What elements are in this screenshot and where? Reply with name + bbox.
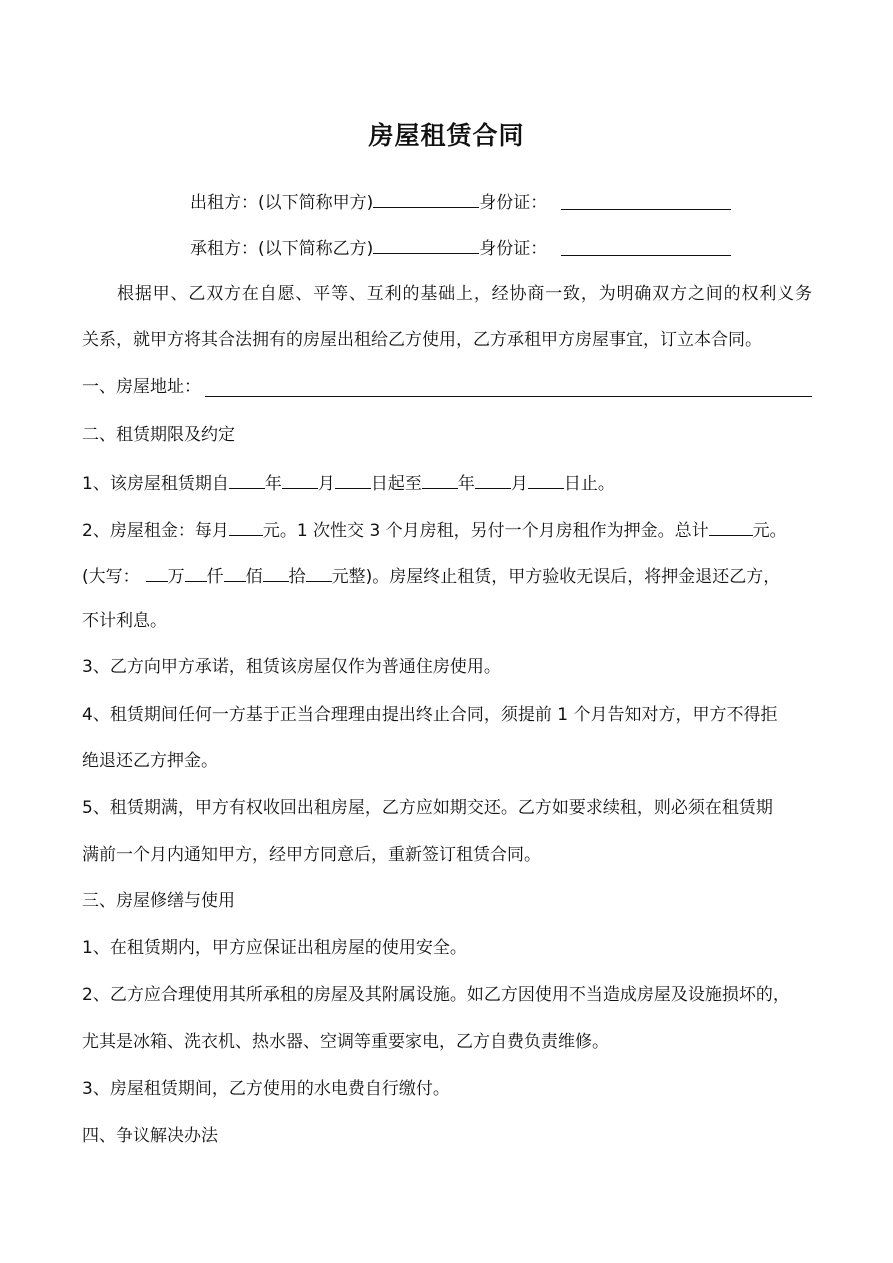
intro-text-1: 根据甲、乙双方在自愿、平等、互利的基础上，经协商一致，为明确双方之间的权利义务 [117, 284, 812, 304]
start-month-label: 月 [317, 474, 335, 494]
end-year-blank[interactable] [422, 470, 458, 489]
clause-3-2-line-1: 2、乙方应合理使用其所承租的房屋及其附属设施。如乙方因使用不当造成房屋及设施损坏的， [82, 985, 790, 1005]
start-day-blank[interactable] [335, 470, 371, 489]
start-day-label: 日起至 [370, 474, 422, 494]
end-day-blank[interactable] [528, 470, 564, 489]
clause-3-2-line-2: 尤其是冰箱、洗衣机、热水器、空调等重要家电，乙方自费负责维修。 [82, 1032, 609, 1052]
clause-3-3: 3、房屋租赁期间，乙方使用的水电费自行缴付。 [82, 1079, 450, 1099]
rent-line-1 [82, 517, 787, 542]
clause-3-1: 1、在租赁期内，甲方应保证出租房屋的使用安全。 [82, 938, 467, 958]
rent-line-2 [82, 563, 780, 588]
start-year-label: 年 [264, 474, 282, 494]
start-year-blank[interactable] [229, 470, 265, 489]
shi-label: 拾 [288, 567, 306, 587]
lessor-id-blank[interactable] [561, 209, 731, 210]
bai-label: 佰 [245, 567, 263, 587]
clause-2-4-line-1: 4、租赁期间任何一方基于正当合理理由提出终止合同，须提前 1 个月告知对方，甲方不得拒 [82, 705, 778, 725]
lessee-line [190, 235, 547, 260]
clause-2-4-line-2: 绝退还乙方押金。 [82, 751, 218, 771]
qian-blank[interactable] [185, 563, 207, 582]
caps-prefix: (大写： [82, 567, 140, 587]
intro-text-2: 关系，就甲方将其合法拥有的房屋出租给乙方使用，乙方承租甲方房屋事宜，订立本合同。 [82, 330, 762, 350]
rent-end: 元。 [752, 521, 787, 541]
end-year-label: 年 [457, 474, 475, 494]
end-month-label: 月 [510, 474, 528, 494]
wan-label: 万 [167, 567, 185, 587]
clause-2-3: 3、乙方向甲方承诺，租赁该房屋仅作为普通住房使用。 [82, 657, 501, 677]
address-blank[interactable] [205, 396, 812, 397]
lessee-label: 承租方：(以下简称乙方) [190, 239, 374, 259]
end-month-blank[interactable] [475, 470, 511, 489]
section2-heading: 二、租赁期限及约定 [82, 425, 235, 445]
rent-line-3: 不计利息。 [82, 611, 167, 631]
rent-prefix: 2、房屋租金：每月 [82, 521, 229, 541]
document-title: 房屋租赁合同 [368, 121, 525, 150]
clause-2-5-line-1: 5、租赁期满，甲方有权收回出租房屋，乙方应如期交还。乙方如要求续租，则必须在租赁期 [82, 798, 773, 818]
lessee-id-label: 身份证： [479, 239, 548, 259]
wan-blank[interactable] [146, 563, 168, 582]
rent-mid: 元。1 次性交 3 个月房租，另付一个月房租作为押金。总计 [262, 521, 709, 541]
lessor-name-blank[interactable] [373, 189, 479, 208]
clause-2-5-line-2: 满前一个月内通知甲方，经甲方同意后，重新签订租赁合同。 [82, 845, 541, 865]
section3-heading: 三、房屋修缮与使用 [82, 891, 235, 911]
lessee-id-blank[interactable] [561, 255, 731, 256]
lessor-label: 出租方：(以下简称甲方) [190, 193, 374, 213]
lessor-id-label: 身份证： [479, 193, 548, 213]
section1-heading: 一、房屋地址： [82, 377, 201, 397]
shi-blank[interactable] [263, 563, 289, 582]
lease-term-prefix: 1、该房屋租赁期自 [82, 474, 229, 494]
intro-line-2 [82, 329, 812, 351]
yuan-blank[interactable] [306, 563, 332, 582]
lessor-line [190, 189, 547, 214]
monthly-rent-blank[interactable] [229, 517, 263, 536]
bai-blank[interactable] [224, 563, 246, 582]
caps-end: 元整)。房屋终止租赁，甲方验收无误后，将押金退还乙方， [331, 567, 781, 587]
start-month-blank[interactable] [282, 470, 318, 489]
total-blank[interactable] [709, 517, 753, 536]
end-day-label: 日止。 [563, 474, 615, 494]
intro-line-1 [117, 283, 812, 305]
lessee-name-blank[interactable] [373, 235, 479, 254]
section4-heading: 四、争议解决办法 [82, 1126, 218, 1146]
lease-term-line [82, 470, 615, 495]
qian-label: 仟 [206, 567, 224, 587]
